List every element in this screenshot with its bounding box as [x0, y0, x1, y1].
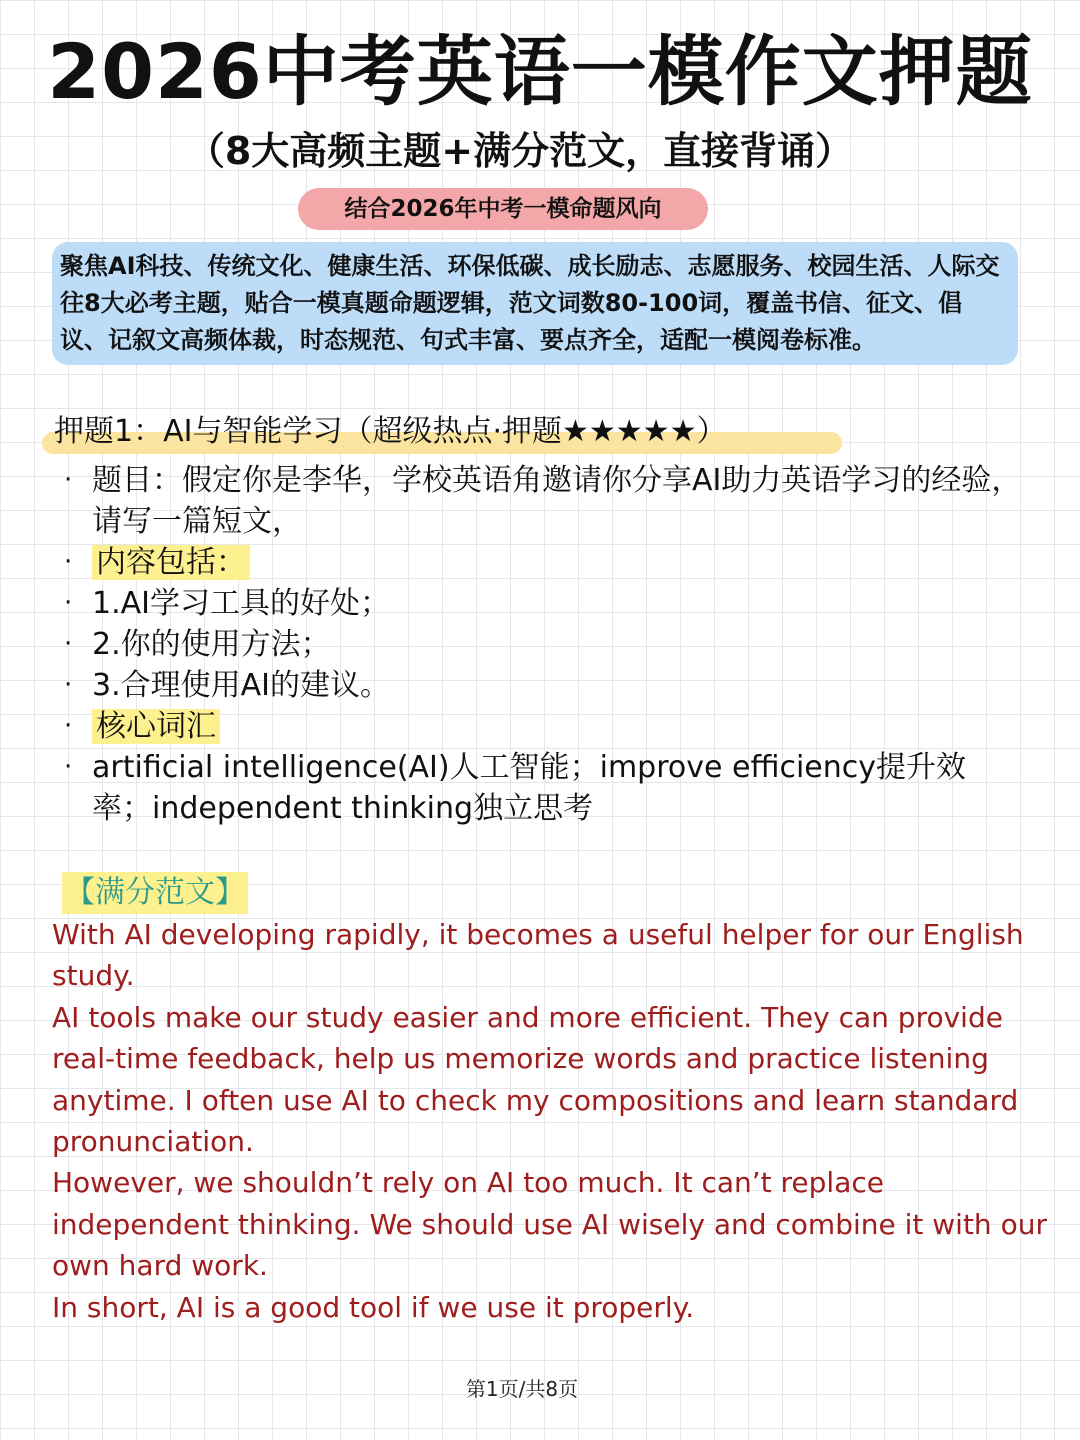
topic-heading-block: [42, 410, 726, 456]
list-item-content-label: [64, 542, 1024, 583]
list-item-prompt: [64, 460, 1024, 542]
topic-heading: 押题1：AI与智能学习（超级热点·押题★★★★★）: [54, 414, 727, 449]
bullet-dot: ·: [64, 711, 73, 741]
essay-paragraph: AI tools make our study easier and more efficient. They can provide real-time feedback, help us memorize words and practice listening anytime. I often use AI to check my compositions and learn standard pronunciation.: [52, 1000, 1019, 1159]
vocab-text: artificial intelligence(AI)人工智能；improve efficiency提升效率；independent thinking独立思考: [92, 750, 966, 826]
content-label: 内容包括：: [92, 545, 250, 580]
bullet-dot: ·: [64, 670, 73, 700]
list-item-point-2: [64, 624, 1024, 665]
point-text: 3.合理使用AI的建议。: [92, 668, 390, 703]
topic-bullet-list: [64, 460, 1024, 829]
list-item-point-1: [64, 583, 1024, 624]
bullet-dot: ·: [64, 465, 73, 495]
point-text: 2.你的使用方法；: [92, 627, 331, 662]
list-item-vocab: [64, 747, 1024, 829]
list-item-vocab-label: [64, 706, 1024, 747]
intro-summary-box: 聚焦AI科技、传统文化、健康生活、环保低碳、成长励志、志愿服务、校园生活、人际交往8大必考主题，贴合一模真题命题逻辑，范文词数80-100词，覆盖书信、征文、倡议、记叙文高频体裁，时态规范、句式丰富、要点齐全，适配一模阅卷标准。: [52, 242, 1018, 365]
bullet-dot: ·: [64, 752, 73, 782]
bullet-dot: ·: [64, 588, 73, 618]
vocab-label: 核心词汇: [92, 709, 220, 744]
prompt-text: 题目：假定你是李华，学校英语角邀请你分享AI助力英语学习的经验，请写一篇短文，: [92, 463, 1022, 539]
essay-paragraph: However, we shouldn’t rely on AI too much. It can’t replace independent thinking. We should use AI wisely and combine it with our own hard work.: [52, 1166, 1047, 1283]
list-item-point-3: [64, 665, 1024, 706]
exam-trend-badge: 结合2026年中考一模命题风向: [298, 188, 708, 230]
essay-paragraph: In short, AI is a good tool if we use it properly.: [52, 1290, 695, 1324]
page-subtitle: （8大高频主题+满分范文，直接背诵）: [186, 129, 854, 173]
page-title: 2026中考英语一模作文押题: [47, 27, 1033, 116]
sample-essay: [52, 914, 1052, 1328]
bullet-dot: ·: [64, 547, 73, 577]
bullet-dot: ·: [64, 629, 73, 659]
essay-paragraph: With AI developing rapidly, it becomes a useful helper for our English study.: [52, 918, 1024, 993]
sample-essay-heading: 【满分范文】: [62, 872, 248, 914]
page-indicator: 第1页/共8页: [465, 1377, 579, 1401]
point-text: 1.AI学习工具的好处；: [92, 586, 390, 621]
